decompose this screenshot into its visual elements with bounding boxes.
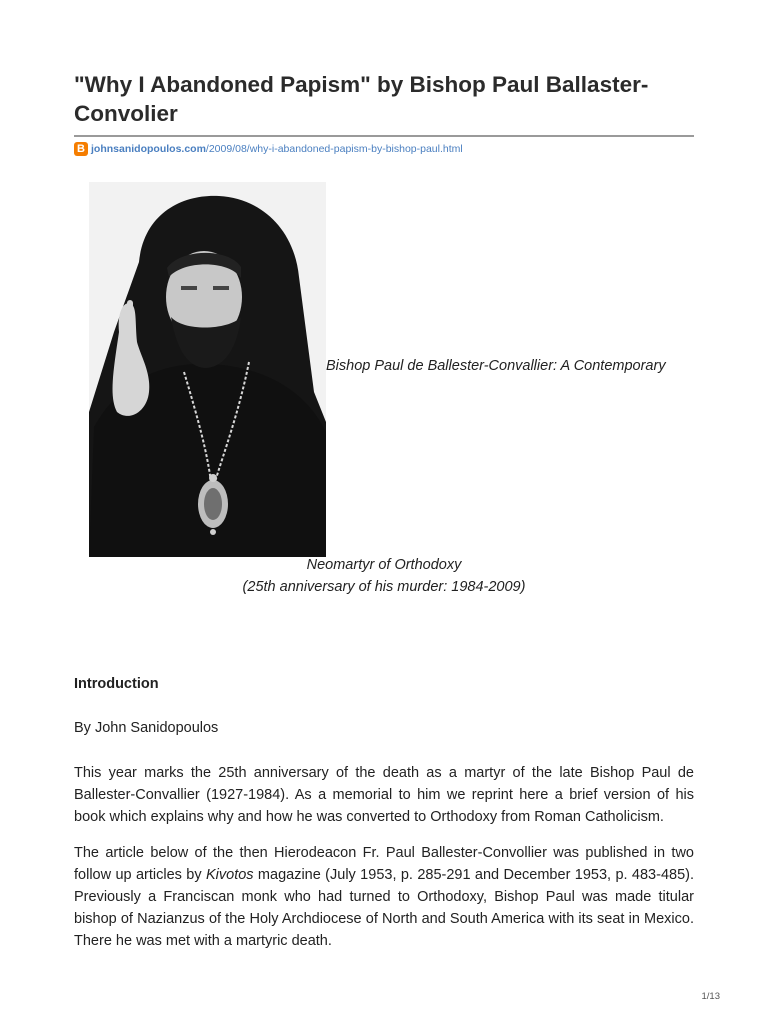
image-caption: Bishop Paul de Ballester-Convallier: A Contemporary bbox=[326, 358, 666, 374]
source-line bbox=[74, 140, 463, 158]
image-caption-subtitle: Neomartyr of Orthodoxy bbox=[306, 557, 462, 573]
page-title: "Why I Abandoned Papism" by Bishop Paul Ballaster-Convolier bbox=[74, 72, 649, 126]
paragraph-text: magazine (July 1953, p. 285-291 and December 1953, p. 483-485). Previously a Franciscan monk who had turned to Orthodoxy, Bishop Paul was made titular bishop of Nazianzus of the Holy Archdiocese of North and South America with its seat in Mexico. There he was met with a martyric death. bbox=[74, 867, 694, 949]
page-number: 1/13 bbox=[701, 991, 720, 1002]
bishop-photo bbox=[89, 182, 326, 557]
paragraph bbox=[74, 842, 694, 952]
byline: By John Sanidopoulos bbox=[74, 720, 219, 736]
section-heading-introduction: Introduction bbox=[74, 676, 159, 692]
paragraph: This year marks the 25th anniversary of the death as a martyr of the late Bishop Paul de Ballester-Convallier (1927-1984). As a memorial to him we reprint here a brief version of his book which explains why and how he was converted to Orthodoxy from Roman Catholicism. bbox=[74, 765, 694, 825]
image-caption-anniversary: (25th anniversary of his murder: 1984-2009) bbox=[242, 579, 526, 595]
source-domain-link[interactable]: johnsanidopoulos.com bbox=[91, 143, 206, 155]
source-path-link[interactable]: /2009/08/why-i-abandoned-papism-by-bishop-paul.html bbox=[205, 143, 463, 155]
blogger-icon: B bbox=[74, 142, 88, 156]
title-divider bbox=[74, 135, 694, 137]
magazine-title: Kivotos bbox=[205, 867, 254, 883]
paragraph-text: The article below of the then Hierodeacon Fr. Paul Ballester-Convollier was published in two follow up articles by bbox=[74, 845, 694, 883]
